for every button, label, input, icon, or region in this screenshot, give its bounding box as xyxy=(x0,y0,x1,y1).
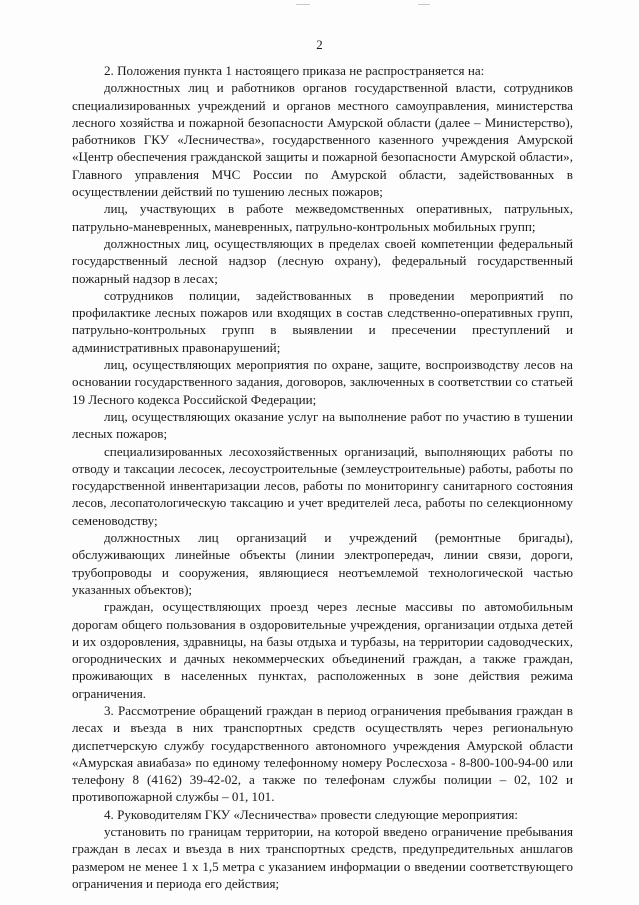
paragraph-forest-supervision: должностных лиц, осуществляющих в пределах своей компетенции федеральный государственный лесной надзор (лесную охрану), федеральный государственный пожарный надзор в лесах; xyxy=(72,235,573,286)
scan-mark xyxy=(296,4,310,5)
document-body xyxy=(72,62,573,892)
paragraph-linear-objects: должностных лиц организаций и учреждений (ремонтные бригады), обслуживающих линейные объекты (линии электропередач, линии связи, дороги, трубопроводы и сооружения, являющиеся неотъемлемой технологической частью указанных объектов); xyxy=(72,530,573,597)
paragraph-citizens-transit: граждан, осуществляющих проезд через лесные массивы по автомобильным дорогам общего пользования в оздоровительные учреждения, организации отдыха детей и их оздоровления, здравницы, на базы отдыха и турбазы, на территории садоводческих, огороднических и дачных некоммерческих объединений граждан, а также граждан, проживающих в населенных пунктах, расположенных в зоне действия режима ограничения. xyxy=(72,599,573,701)
paragraph-officials: должностных лиц и работников органов государственной власти, сотрудников специализированных учреждений и органов местного самоуправления, министерства лесного хозяйства и пожарной безопасности Амурской области (далее – Министерство), работников ГКУ «Лесничества», государственного казенного учреждения Амурской «Центр обеспечения гражданской защиты и пожарной безопасности Амурской области», Главного управления МЧС России по Амурской области, задействованных в осуществлении действий по тушению лесных пожаров; xyxy=(72,80,573,200)
paragraph-forest-protection: лиц, осуществляющих мероприятия по охране, защите, воспроизводству лесов на основании государственного задания, договоров, заключенных в соответствии со статьей 19 Лесного кодекса Российской Федерации; xyxy=(72,357,573,407)
scan-mark xyxy=(418,4,430,5)
paragraph-fire-services: лиц, осуществляющих оказание услуг на выполнение работ по участию в тушении лесных пожаров; xyxy=(72,408,573,442)
page-number: 2 xyxy=(316,37,323,52)
paragraph-signs: установить по границам территории, на которой введено ограничение пребывания граждан в лесах и въезда в них транспортных средств, предупредительных аншлагов размером не менее 1 х 1,5 метра с указанием информации о введении соответствующего ограничения и периода его действия; xyxy=(72,824,573,891)
paragraph-forestry-organizations: специализированных лесохозяйственных организаций, выполняющих работы по отводу и таксации лесосек, лесоустроительные (землеустроительные) работы, работы по государственной инвентаризации лесов, работы по мониторингу санитарного состояния лесов, лесопатологическую таксацию и учет вредителей леса, работы по селекционному семеноводству; xyxy=(72,443,573,528)
paragraph-item-2: 2. Положения пункта 1 настоящего приказа не распространяется на: xyxy=(104,63,485,78)
paragraph-mobile-groups: лиц, участвующих в работе межведомственных оперативных, патрульных, патрульно-маневренных, маневренных, патрульно-контрольных мобильных групп; xyxy=(72,201,573,234)
paragraph-item-4: 4. Руководителям ГКУ «Лесничества» провести следующие мероприятия: xyxy=(104,806,519,822)
paragraph-police: сотрудников полиции, задействованных в проведении мероприятий по профилактике лесных пожаров или входящих в состав следственно-оперативных групп, патрульно-контрольных групп в выявлении и пресечении преступлений и административных правонарушений; xyxy=(72,287,573,355)
paragraph-item-3: 3. Рассмотрение обращений граждан в период ограничения пребывания граждан в лесах и въезда в них транспортных средств осуществлять через региональную диспетчерскую службу государственного автономного учреждения Амурской области «Амурская авиабаза» по единому телефонному номеру Рослесхоза - 8-800-100-94-00 или телефону 8 (4162) 39-42-02, а также по телефонам службы полиции – 02, 102 и противопожарной службы – 01, 101. xyxy=(72,702,573,805)
